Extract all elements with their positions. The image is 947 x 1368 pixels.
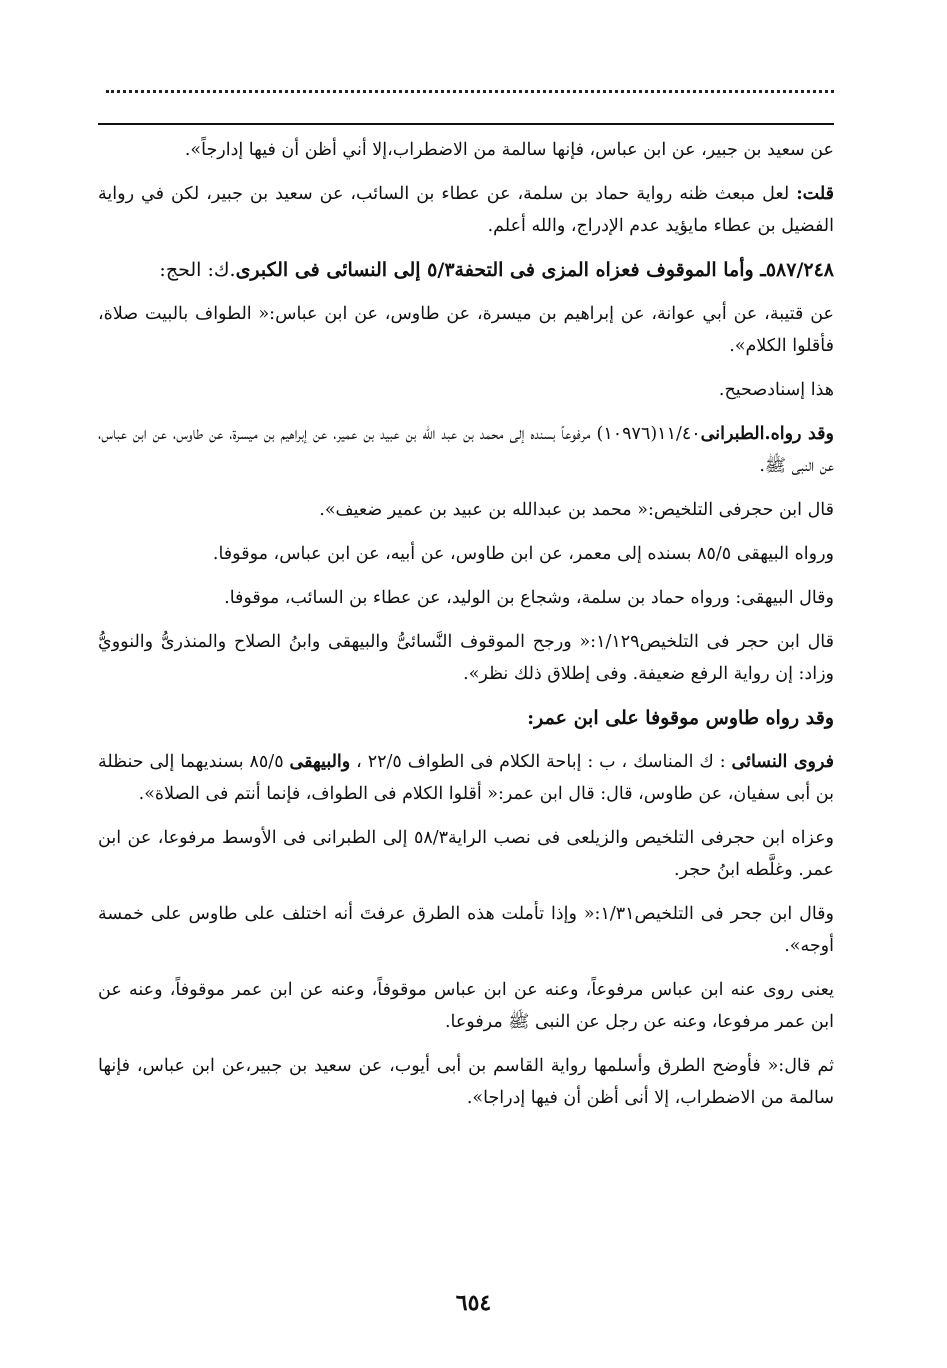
section-heading-587-bold: ٥٨٧/٢٤٨ـ وأما الموقوف فعزاه المزى فى التحفة٥/٣ إلى النسائى فى الكبرى: [235, 259, 834, 281]
paragraph-9: [98, 626, 834, 690]
paragraph-6: [98, 494, 834, 526]
paragraph-10-lead: فروى النسائى: [731, 752, 835, 772]
section-heading-ibn-umar: [98, 702, 834, 734]
paragraph-2-text: لعل مبعث ظنه رواية حماد بن سلمة، عن عطاء بن السائب، عن سعيد بن جبير، لكن في رواية الفضيل بن عطاء مايؤيد عدم الإدراج، والله أعلم.: [98, 184, 834, 236]
page-number: ٦٥٤: [455, 1290, 492, 1316]
paragraph-5-text: ١١/٤٠(١٠٩٧٦) مرفوعاً بسنده إلى محمد بن عبد الله بن عبيد بن عمير، عن إبراهيم بن ميسرة، عن طاوس، عن ابن عباس، عن النبى ﷺ.: [98, 424, 834, 476]
paragraph-2-lead: قلت:: [796, 184, 834, 204]
paragraph-11: [98, 822, 834, 886]
paragraph-5: [98, 418, 834, 482]
paragraph-10-text-a: : ك المناسك ، ب : إباحة الكلام فى الطواف ٢٢/٥ ،: [350, 752, 732, 772]
paragraph-1-text: عن سعيد بن جبير، عن ابن عباس، فإنها سالمة من الاضطراب،إلا أني أظن أن فيها إدارجاً».: [184, 140, 834, 160]
paragraph-3: [98, 298, 834, 362]
paragraph-10-text-b: ٨٥/٥ بسنديهما إلى حنظلة بن أبى سفيان، عن طاوس، قال: قال ابن عمر:« أقلوا الكلام فى الطواف، فإنما أنتم فى الصلاة».: [98, 752, 834, 804]
paragraph-13-text: يعنى روى عنه ابن عباس مرفوعاً، وعنه عن ابن عباس موقوفاً، وعنه عن ابن عمر موقوفاً، وعنه عن ابن عمر مرفوعا، وعنه عن رجل عن النبى ﷺ مرفوعا.: [98, 980, 834, 1032]
paragraph-5-lead: وقد رواه.الطبرانى: [700, 424, 834, 444]
paragraph-10: [98, 746, 834, 810]
section-heading-587: [98, 254, 834, 286]
paragraph-13: [98, 974, 834, 1038]
paragraph-8: [98, 582, 834, 614]
section-heading-587-rest: .ك: الحج:: [159, 259, 236, 281]
paragraph-1: [98, 134, 834, 166]
footnote-separator-rule: [98, 123, 834, 125]
paragraph-12-text: وقال ابن جحر فى التلخيص١/٣١:« وإذا تأملت هذه الطرق عرفتَ أنه اختلف على طاوس على خمسة أوجه».: [98, 904, 834, 956]
paragraph-9-text: قال ابن حجر فى التلخيص١/١٢٩:« ورجح الموقوف النَّسائىُّ والبيهقى وابنُ الصلاح والمنذرىُّ والنوويُّ وزاد: إن رواية الرفع ضعيفة. وفى إطلاق ذلك نظر».: [98, 632, 834, 684]
page-body: [98, 134, 834, 1126]
paragraph-8-text: وقال البيهقى: ورواه حماد بن سلمة، وشجاع بن الوليد، عن عطاء بن السائب، موقوفا.: [224, 588, 834, 608]
paragraph-4-text: هذا إسنادصحيح.: [718, 380, 834, 400]
paragraph-10-bold: والبيهقى: [289, 752, 351, 772]
paragraph-6-text: قال ابن حجرفى التلخيص:« محمد بن عبدالله بن عبيد بن عمير ضعيف».: [319, 500, 834, 520]
paragraph-2: [98, 178, 834, 242]
paragraph-12: [98, 898, 834, 962]
paragraph-14: [98, 1050, 834, 1114]
paragraph-4: [98, 374, 834, 406]
section-heading-ibn-umar-text: وقد رواه طاوس موقوفا على ابن عمر:: [527, 707, 834, 729]
paragraph-14-text: ثم قال:« فأوضح الطرق وأسلمها رواية القاسم بن أبى أيوب، عن سعيد بن جبير،عن ابن عباس، فإنها سالمة من الاضطراب، إلا أنى أظن أن فيها إدراجا».: [98, 1056, 834, 1108]
paragraph-11-text: وعزاه ابن حجرفى التلخيص والزيلعى فى نصب الراية٥٨/٣ إلى الطبرانى فى الأوسط مرفوعا، عن ابن عمر. وغلَّطه ابنُ حجر.: [98, 828, 834, 880]
paragraph-7-text: ورواه البيهقى ٨٥/٥ بسنده إلى معمر، عن ابن طاوس، عن أبيه، عن ابن عباس، موقوفا.: [212, 544, 834, 564]
paragraph-3-text: عن قتيبة، عن أبي عوانة، عن إبراهيم بن ميسرة، عن طاوس، عن ابن عباس:« الطواف بالبيت صلاة، فأقلوا الكلام».: [98, 304, 834, 356]
paragraph-7: [98, 538, 834, 570]
top-dotted-line: [106, 90, 834, 101]
